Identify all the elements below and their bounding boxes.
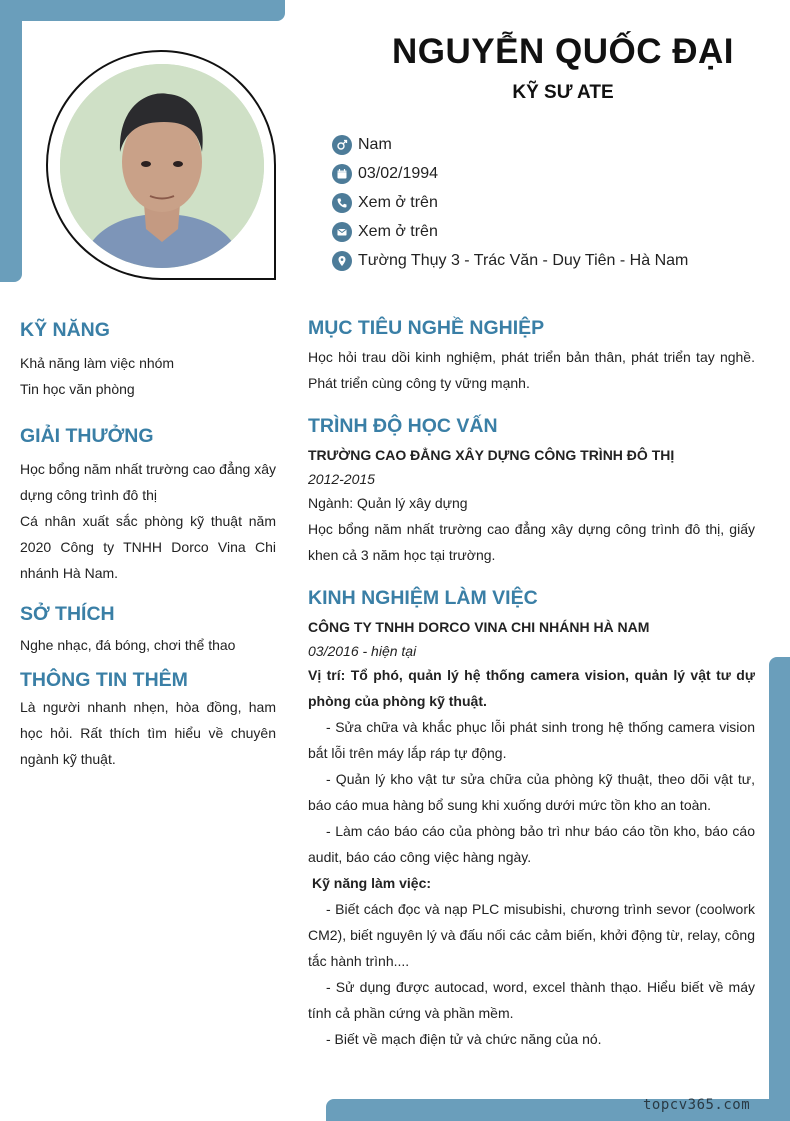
education-note: Học bổng năm nhất trường cao đẳng xây dựng công trình đô thị, giấy khen cả 3 năm học tại trường. [308,521,755,563]
award-item: Học bổng năm nhất trường cao đẳng xây dựng công trình đô thị [20,461,276,503]
contact-gender [332,130,772,159]
experience-heading: KINH NGHIỆM LÀM VIỆC [308,587,538,609]
work-skill-item: - Biết cách đọc và nạp PLC misubishi, chương trình sevor (coolwork CM2), biết nguyên lý và đấu nối các cảm biến, khởi động từ, relay, công tắc hành trình.... [308,901,755,969]
awards-section [20,422,276,586]
location-pin-icon [332,251,352,271]
education-major: Ngành: Quản lý xây dựng [308,495,468,511]
address-value: Tường Thụy 3 - Trác Văn - Duy Tiên - Hà Nam [358,251,689,269]
photo-frame [46,50,276,280]
skill-item: Khả năng làm việc nhóm [20,355,175,371]
more-info-heading: THÔNG TIN THÊM [20,669,188,691]
education-period: 2012-2015 [308,471,375,487]
contact-birthday [332,159,772,188]
skill-item: Tin học văn phòng [20,381,135,397]
watermark: topcv365.com [643,1097,751,1113]
phone-value: Xem ở trên [358,193,438,211]
experience-period: 03/2016 - hiện tại [308,643,417,659]
more-info-section [20,666,276,772]
award-item: Cá nhân xuất sắc phòng kỹ thuật năm 2020 Công ty TNHH Dorco Vina Chi nhánh Hà Nam. [20,513,276,581]
company-name: CÔNG TY TNHH DORCO VINA CHI NHÁNH HÀ NAM [308,619,650,635]
hobbies-section [20,600,276,658]
objective-text: Học hỏi trau dồi kinh nghiệm, phát triển bản thân, phát triển tay nghề. Phát triển cùng công ty vững mạnh. [308,349,755,391]
more-info-text: Là người nhanh nhẹn, hòa đồng, ham học hỏi. Rất thích tìm hiểu về chuyên ngành kỹ thuật. [20,699,276,767]
phone-icon [332,193,352,213]
gender-icon [332,135,352,155]
education-section [308,412,755,568]
profile-photo [60,64,264,268]
contact-phone [332,188,772,217]
duty-item: - Sửa chữa và khắc phục lỗi phát sinh trong hệ thống camera vision bắt lỗi trên máy lắp ráp tự động. [308,719,755,761]
hobbies-text: Nghe nhạc, đá bóng, chơi thể thao [20,637,236,653]
candidate-name: NGUYỄN QUỐC ĐẠI [392,32,734,71]
job-title: KỸ SƯ ATE [512,82,614,103]
contact-email [332,217,772,246]
skills-section [20,316,276,402]
right-column [308,314,755,1052]
objective-heading: MỤC TIÊU NGHỀ NGHIỆP [308,317,545,339]
work-skill-item: - Sử dụng được autocad, word, excel thành thạo. Hiểu biết về máy tính cả phần cứng và phần mềm. [308,979,755,1021]
decorative-right-bar [769,657,790,1121]
duty-item: - Quản lý kho vật tư sửa chữa của phòng kỹ thuật, theo dõi vật tư, báo cáo mua hàng bổ sung khi xuống dưới mức tồn kho an toàn. [308,771,755,813]
duty-item: - Làm cáo báo cáo của phòng bảo trì như báo cáo tồn kho, báo cáo audit, báo cáo công việc hàng ngày. [308,823,755,865]
decorative-left-bar [0,0,22,282]
mail-icon [332,222,352,242]
decorative-top-bar [0,0,285,21]
contact-list [332,130,772,275]
objective-section [308,314,755,396]
work-skill-item: - Biết về mạch điện tử và chức năng của nó. [326,1031,602,1047]
gender-value: Nam [358,135,392,153]
birthday-value: 03/02/1994 [358,164,439,182]
calendar-icon [332,164,352,184]
awards-heading: GIẢI THƯỞNG [20,425,154,447]
position-text: Vị trí: Tổ phó, quản lý hệ thống camera vision, quản lý vật tư dự phòng của phòng kỹ thuật. [308,667,755,709]
education-heading: TRÌNH ĐỘ HỌC VẤN [308,415,498,437]
skills-heading: KỸ NĂNG [20,319,110,341]
email-value: Xem ở trên [358,222,438,240]
contact-address [332,246,772,275]
experience-section [308,584,755,1052]
left-column [20,316,276,772]
work-skills-heading: Kỹ năng làm việc: [312,875,432,891]
school-name: TRƯỜNG CAO ĐẲNG XÂY DỰNG CÔNG TRÌNH ĐÔ THỊ [308,447,675,463]
hobbies-heading: SỞ THÍCH [20,603,115,625]
